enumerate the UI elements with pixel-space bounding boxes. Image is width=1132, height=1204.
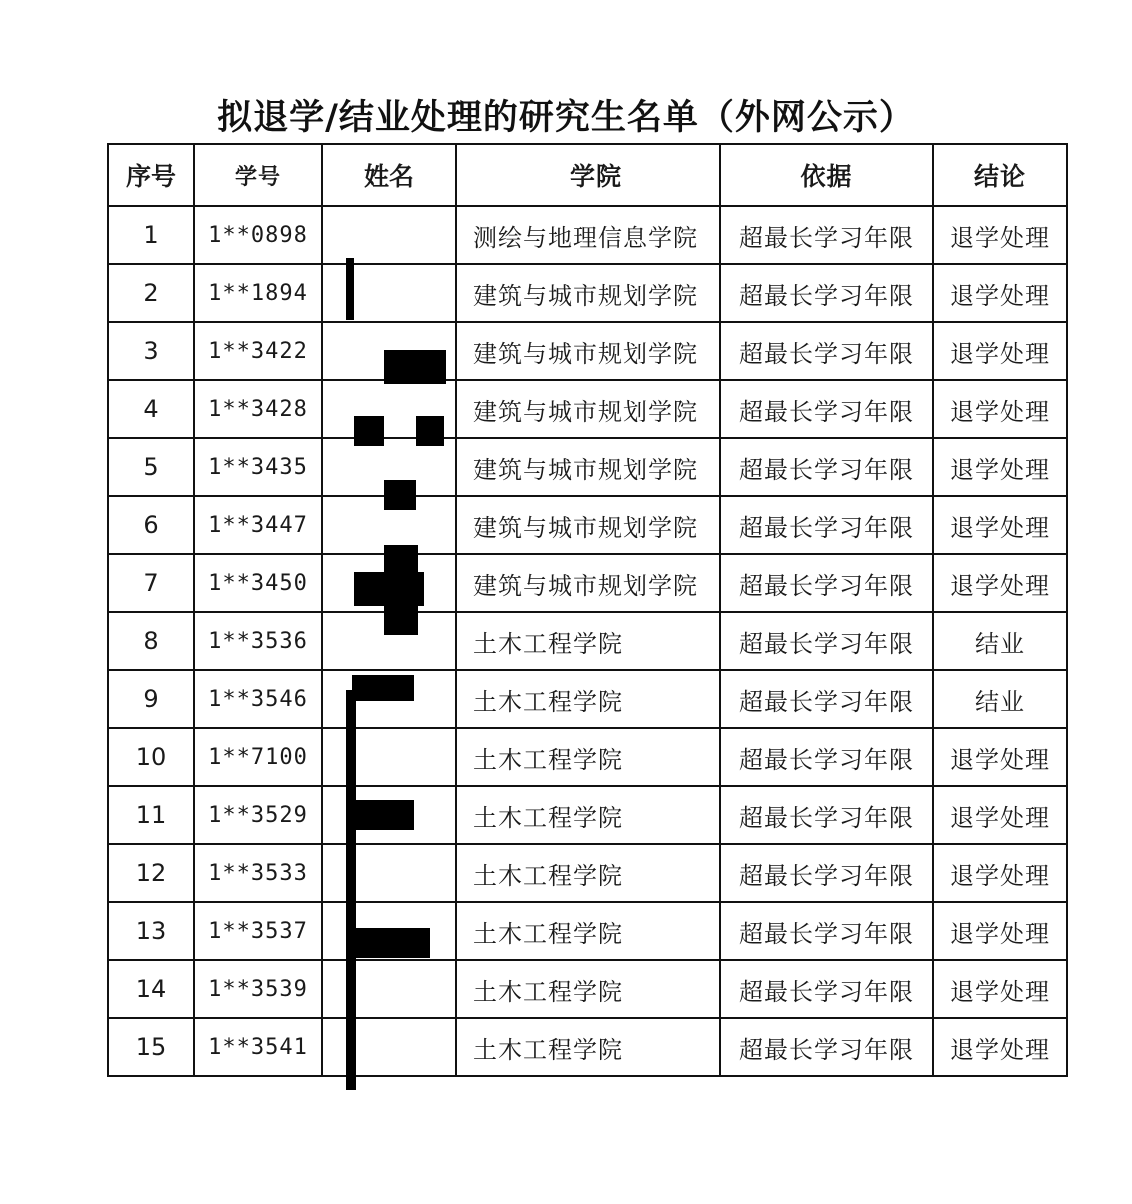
cell-college: 土木工程学院 (456, 902, 720, 960)
cell-basis: 超最长学习年限 (720, 786, 933, 844)
table-row (108, 612, 1067, 670)
cell-student-id: 1**3435 (194, 438, 322, 496)
cell-student-id: 1**1894 (194, 264, 322, 322)
cell-basis: 超最长学习年限 (720, 322, 933, 380)
cell-college: 土木工程学院 (456, 1018, 720, 1076)
cell-student-id: 1**3541 (194, 1018, 322, 1076)
cell-seq: 14 (108, 960, 194, 1018)
cell-result: 退学处理 (933, 380, 1067, 438)
cell-college: 土木工程学院 (456, 786, 720, 844)
cell-seq: 1 (108, 206, 194, 264)
cell-seq: 12 (108, 844, 194, 902)
table-row (108, 264, 1067, 322)
cell-college: 建筑与城市规划学院 (456, 322, 720, 380)
cell-college: 建筑与城市规划学院 (456, 554, 720, 612)
header-name: 姓名 (322, 144, 456, 206)
cell-result: 退学处理 (933, 728, 1067, 786)
cell-basis: 超最长学习年限 (720, 496, 933, 554)
table-row (108, 496, 1067, 554)
cell-result: 退学处理 (933, 206, 1067, 264)
cell-college: 建筑与城市规划学院 (456, 264, 720, 322)
cell-seq: 11 (108, 786, 194, 844)
cell-college: 土木工程学院 (456, 844, 720, 902)
cell-result: 退学处理 (933, 438, 1067, 496)
cell-college: 建筑与城市规划学院 (456, 380, 720, 438)
cell-student-id: 1**7100 (194, 728, 322, 786)
header-student-id: 学号 (194, 144, 322, 206)
header-seq: 序号 (108, 144, 194, 206)
table-body (108, 206, 1067, 1076)
cell-basis: 超最长学习年限 (720, 206, 933, 264)
cell-student-id: 1**3422 (194, 322, 322, 380)
cell-seq: 6 (108, 496, 194, 554)
cell-result: 退学处理 (933, 1018, 1067, 1076)
cell-seq: 13 (108, 902, 194, 960)
cell-basis: 超最长学习年限 (720, 1018, 933, 1076)
table-row (108, 844, 1067, 902)
cell-college: 建筑与城市规划学院 (456, 496, 720, 554)
table-row (108, 438, 1067, 496)
table-row (108, 380, 1067, 438)
cell-basis: 超最长学习年限 (720, 380, 933, 438)
cell-student-id: 1**3529 (194, 786, 322, 844)
cell-seq: 8 (108, 612, 194, 670)
cell-basis: 超最长学习年限 (720, 264, 933, 322)
cell-student-id: 1**3537 (194, 902, 322, 960)
cell-result: 退学处理 (933, 786, 1067, 844)
cell-basis: 超最长学习年限 (720, 902, 933, 960)
cell-student-id: 1**3450 (194, 554, 322, 612)
cell-basis: 超最长学习年限 (720, 438, 933, 496)
cell-seq: 15 (108, 1018, 194, 1076)
cell-name (322, 1018, 456, 1076)
table-row (108, 670, 1067, 728)
cell-result: 结业 (933, 670, 1067, 728)
cell-name (322, 960, 456, 1018)
table-row (108, 960, 1067, 1018)
header-college: 学院 (456, 144, 720, 206)
table-row (108, 554, 1067, 612)
cell-student-id: 1**3546 (194, 670, 322, 728)
cell-result: 退学处理 (933, 902, 1067, 960)
cell-seq: 5 (108, 438, 194, 496)
cell-basis: 超最长学习年限 (720, 670, 933, 728)
cell-student-id: 1**3533 (194, 844, 322, 902)
cell-student-id: 1**3428 (194, 380, 322, 438)
table-row (108, 322, 1067, 380)
table-row (108, 902, 1067, 960)
cell-result: 退学处理 (933, 322, 1067, 380)
document-title: 拟退学/结业处理的研究生名单（外网公示） (217, 98, 915, 138)
cell-student-id: 1**0898 (194, 206, 322, 264)
cell-result: 退学处理 (933, 264, 1067, 322)
cell-name (322, 728, 456, 786)
cell-college: 土木工程学院 (456, 728, 720, 786)
cell-basis: 超最长学习年限 (720, 728, 933, 786)
cell-seq: 7 (108, 554, 194, 612)
cell-college: 测绘与地理信息学院 (456, 206, 720, 264)
cell-seq: 4 (108, 380, 194, 438)
cell-college: 土木工程学院 (456, 960, 720, 1018)
cell-seq: 9 (108, 670, 194, 728)
cell-college: 建筑与城市规划学院 (456, 438, 720, 496)
cell-name (322, 844, 456, 902)
cell-result: 结业 (933, 612, 1067, 670)
table-row (108, 1018, 1067, 1076)
table-row (108, 728, 1067, 786)
header-basis: 依据 (720, 144, 933, 206)
cell-seq: 10 (108, 728, 194, 786)
header-result: 结论 (933, 144, 1067, 206)
cell-result: 退学处理 (933, 554, 1067, 612)
cell-basis: 超最长学习年限 (720, 554, 933, 612)
cell-result: 退学处理 (933, 960, 1067, 1018)
cell-basis: 超最长学习年限 (720, 960, 933, 1018)
cell-seq: 3 (108, 322, 194, 380)
cell-name (322, 206, 456, 264)
cell-basis: 超最长学习年限 (720, 844, 933, 902)
cell-result: 退学处理 (933, 844, 1067, 902)
cell-college: 土木工程学院 (456, 670, 720, 728)
cell-student-id: 1**3536 (194, 612, 322, 670)
cell-basis: 超最长学习年限 (720, 612, 933, 670)
table-row (108, 206, 1067, 264)
table-header-row (108, 144, 1067, 206)
cell-student-id: 1**3447 (194, 496, 322, 554)
cell-result: 退学处理 (933, 496, 1067, 554)
cell-name (322, 264, 456, 322)
cell-student-id: 1**3539 (194, 960, 322, 1018)
student-list-table (107, 143, 1068, 1077)
table-row (108, 786, 1067, 844)
cell-college: 土木工程学院 (456, 612, 720, 670)
cell-seq: 2 (108, 264, 194, 322)
